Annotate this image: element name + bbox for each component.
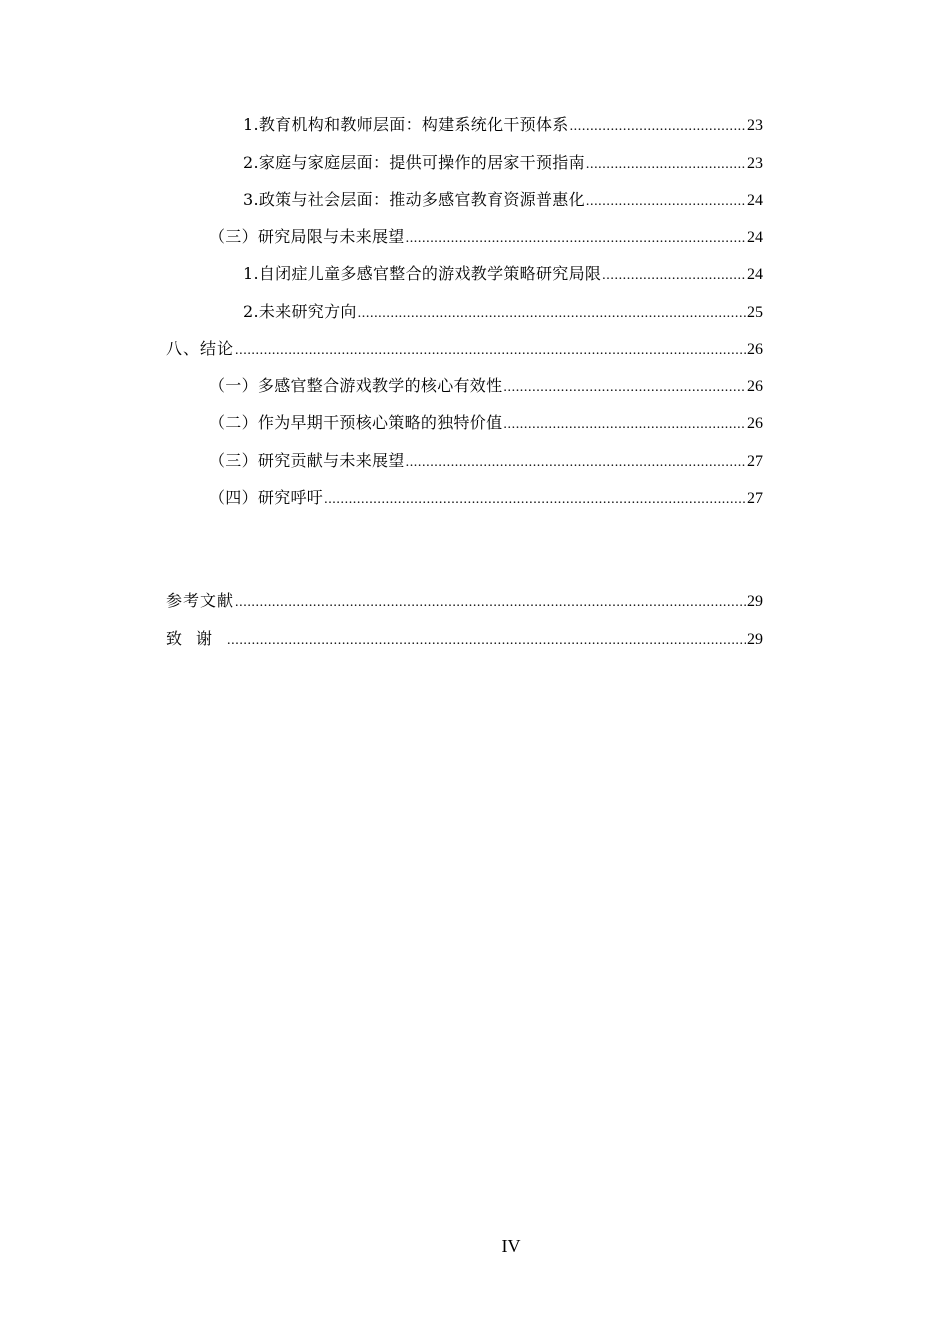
toc-leader-dots — [503, 375, 746, 401]
toc-entry-chapter[interactable] — [166, 336, 763, 362]
toc-leader-dots — [227, 628, 746, 654]
toc-entry-page: 29 — [747, 631, 763, 648]
toc-entry-page: 29 — [747, 593, 763, 610]
toc-entry-page: 23 — [747, 155, 763, 172]
toc-entry[interactable] — [243, 187, 763, 213]
toc-entry-page: 27 — [747, 453, 763, 470]
toc-entry-acknowledgements[interactable] — [166, 626, 763, 652]
toc-entry-page: 25 — [747, 304, 763, 321]
toc-entry-title: （三）研究贡献与未来展望 — [209, 451, 405, 470]
toc-entry-page: 24 — [747, 229, 763, 246]
toc-entry[interactable] — [243, 299, 763, 325]
toc-leader-dots — [406, 226, 746, 252]
toc-entry-title: 八、结论 — [166, 339, 235, 358]
toc-entry-references[interactable] — [166, 588, 763, 614]
toc-entry-page: 27 — [747, 490, 763, 507]
toc-entry[interactable] — [209, 373, 763, 399]
toc-leader-dots — [324, 487, 746, 513]
toc-entry-title: 1.自闭症儿童多感官整合的游戏教学策略研究局限 — [243, 264, 602, 283]
toc-entry-page: 26 — [747, 341, 763, 358]
toc-leader-dots — [570, 114, 746, 140]
toc-entry-title: 1.教育机构和教师层面：构建系统化干预体系 — [243, 115, 569, 134]
toc-leader-dots — [586, 152, 746, 178]
toc-entry-page: 23 — [747, 117, 763, 134]
toc-entry[interactable] — [243, 261, 763, 287]
toc-leader-dots — [586, 189, 746, 215]
toc-entry-page: 24 — [747, 192, 763, 209]
toc-leader-dots — [358, 301, 746, 327]
toc-entry[interactable] — [209, 485, 763, 511]
toc-leader-dots — [406, 450, 746, 476]
toc-entry-page: 24 — [747, 266, 763, 283]
toc-entry-title: （二）作为早期干预核心策略的独特价值 — [209, 413, 503, 432]
toc-entry-title: 2.家庭与家庭层面：提供可操作的居家干预指南 — [243, 153, 585, 172]
toc-entry-title: （一）多感官整合游戏教学的核心有效性 — [209, 376, 503, 395]
toc-entry-title: （四）研究呼吁 — [209, 488, 324, 507]
toc-entry[interactable] — [243, 112, 763, 138]
toc-leader-dots — [235, 590, 746, 616]
toc-entry-page: 26 — [747, 415, 763, 432]
toc-entry[interactable] — [209, 224, 763, 250]
toc-entry[interactable] — [209, 448, 763, 474]
toc-entry-title: 3.政策与社会层面：推动多感官教育资源普惠化 — [243, 190, 585, 209]
toc-leader-dots — [602, 263, 746, 289]
toc-leader-dots — [503, 412, 746, 438]
toc-entry[interactable] — [243, 150, 763, 176]
toc-entry-title: （三）研究局限与未来展望 — [209, 227, 405, 246]
toc-entry[interactable] — [209, 410, 763, 436]
toc-entry-title: 2.未来研究方向 — [243, 302, 357, 321]
toc-entry-title: 参考文献 — [166, 591, 235, 610]
toc-leader-dots — [235, 338, 746, 364]
toc-entry-page: 26 — [747, 378, 763, 395]
toc-entry-title: 致谢 — [166, 629, 227, 648]
page-number: IV — [501, 1236, 521, 1256]
